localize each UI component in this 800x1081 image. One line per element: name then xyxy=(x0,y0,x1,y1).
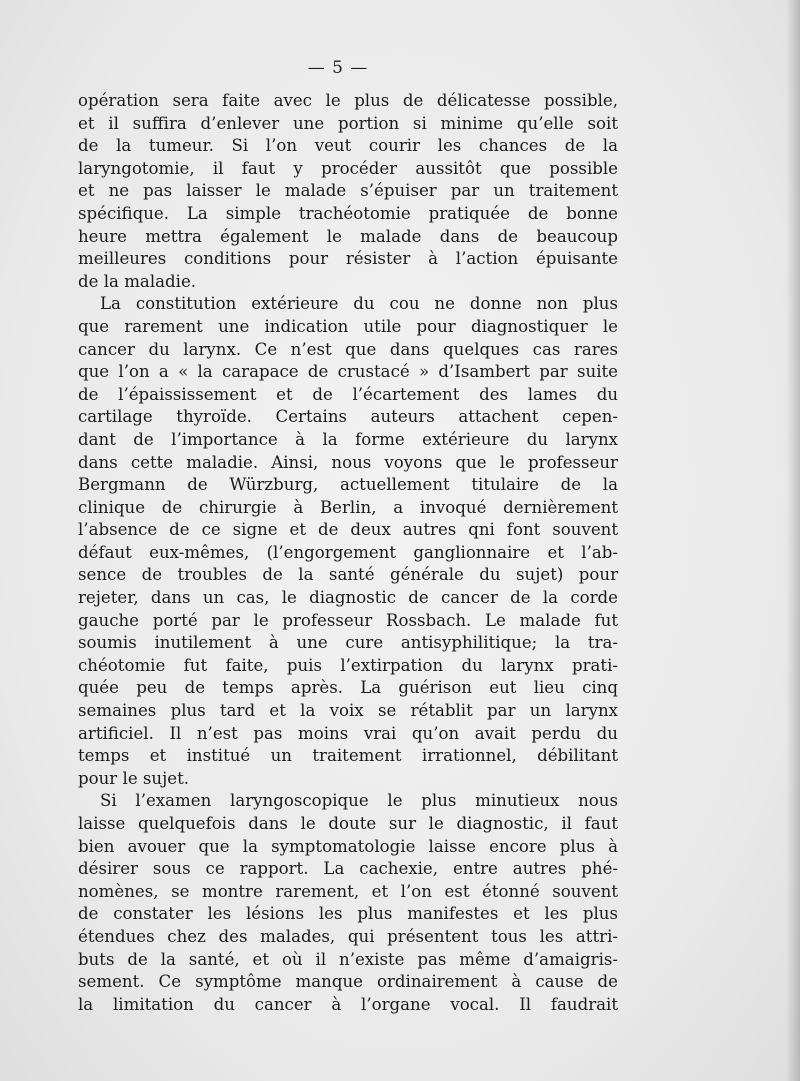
text-line: laisse quelquefois dans le doute sur le diagnostic, il faut xyxy=(78,814,618,833)
text-line: quée peu de temps après. La guérison eut lieu cinq xyxy=(78,678,618,698)
paragraph-first-line: La constitution extérieure du cou ne donne non plus xyxy=(100,294,618,314)
text-line: de constater les lésions les plus manifestes et les plus xyxy=(78,904,618,924)
text-line: désirer sous ce rapport. La cachexie, entre autres phé- xyxy=(78,859,618,879)
text-line: semaines plus tard et la voix se rétablit par un larynx xyxy=(78,701,618,721)
text-line: artificiel. Il n’est pas moins vrai qu’on avait perdu du xyxy=(78,723,618,743)
text-line: que l’on a « la carapace de crustacé » d’Isambert par suite xyxy=(78,362,618,382)
text-line: sement. Ce symptôme manque ordinairement à cause de xyxy=(78,972,618,992)
text-line: de la maladie. xyxy=(78,271,197,291)
text-line: cartilage thyroïde. Certains auteurs attachent cepen- xyxy=(78,407,618,427)
page-number: — 5 — xyxy=(307,58,369,78)
text-line: et il suffira d’enlever une portion si minime qu’elle soit xyxy=(78,113,618,133)
text-line: buts de la santé, et où il n’existe pas même d’amaigris- xyxy=(78,949,618,969)
text-line: étendues chez des malades, qui présentent tous les attri- xyxy=(78,926,618,946)
text-line: cancer du larynx. Ce n’est que dans quelques cas rares xyxy=(78,339,618,359)
text-line: pour le sujet. xyxy=(78,768,190,788)
text-line: dans cette maladie. Ainsi, nous voyons que le professeur xyxy=(78,452,618,472)
text-line: heure mettra également le malade dans de beaucoup xyxy=(78,226,618,246)
text-line: bien avouer que la symptomatologie laisse encore plus à xyxy=(78,836,618,856)
text-line: et ne pas laisser le malade s’épuiser par un traitement xyxy=(78,181,618,201)
text-line: laryngotomie, il faut y procéder aussitôt que possible xyxy=(78,158,618,178)
text-line: clinique de chirurgie à Berlin, a invoqué dernièrement xyxy=(78,497,618,517)
text-line: de l’épaississement et de l’écartement des lames du xyxy=(78,384,618,404)
text-line: de la tumeur. Si l’on veut courir les chances de la xyxy=(78,136,618,156)
text-line: rejeter, dans un cas, le diagnostic de cancer de la corde xyxy=(78,588,618,608)
text-line: opération sera faite avec le plus de délicatesse possible, xyxy=(78,91,618,110)
text-line: temps et institué un traitement irrationnel, débilitant xyxy=(78,746,618,766)
text-line: défaut eux-mêmes, (l’engorgement ganglionnaire et l’ab- xyxy=(78,542,618,562)
text-line: la limitation du cancer à l’organe vocal. Il faudrait xyxy=(78,994,618,1014)
text-line: sence de troubles de la santé générale du sujet) pour xyxy=(78,565,618,585)
text-line: gauche porté par le professeur Rossbach. Le malade fut xyxy=(78,610,618,630)
text-line: spécifique. La simple trachéotomie pratiquée de bonne xyxy=(78,203,618,223)
page-edge-shadow xyxy=(786,0,800,1081)
text-line: l’absence de ce signe et de deux autres qni font souvent xyxy=(78,520,618,540)
text-line: nomènes, se montre rarement, et l’on est étonné souvent xyxy=(78,881,618,901)
text-line: Bergmann de Würzburg, actuellement titulaire de la xyxy=(78,475,618,495)
text-line: soumis inutilement à une cure antisyphilitique; la tra- xyxy=(78,633,618,653)
paragraph-first-line: Si l’examen laryngoscopique le plus minutieux nous xyxy=(100,791,618,811)
text-line: dant de l’importance à la forme extérieure du larynx xyxy=(78,429,618,449)
body-text xyxy=(78,90,618,1016)
text-line: meilleures conditions pour résister à l’action épuisante xyxy=(78,249,618,269)
text-line: chéotomie fut faite, puis l’extirpation du larynx prati- xyxy=(78,655,618,675)
text-line: que rarement une indication utile pour diagnostiquer le xyxy=(78,316,618,336)
